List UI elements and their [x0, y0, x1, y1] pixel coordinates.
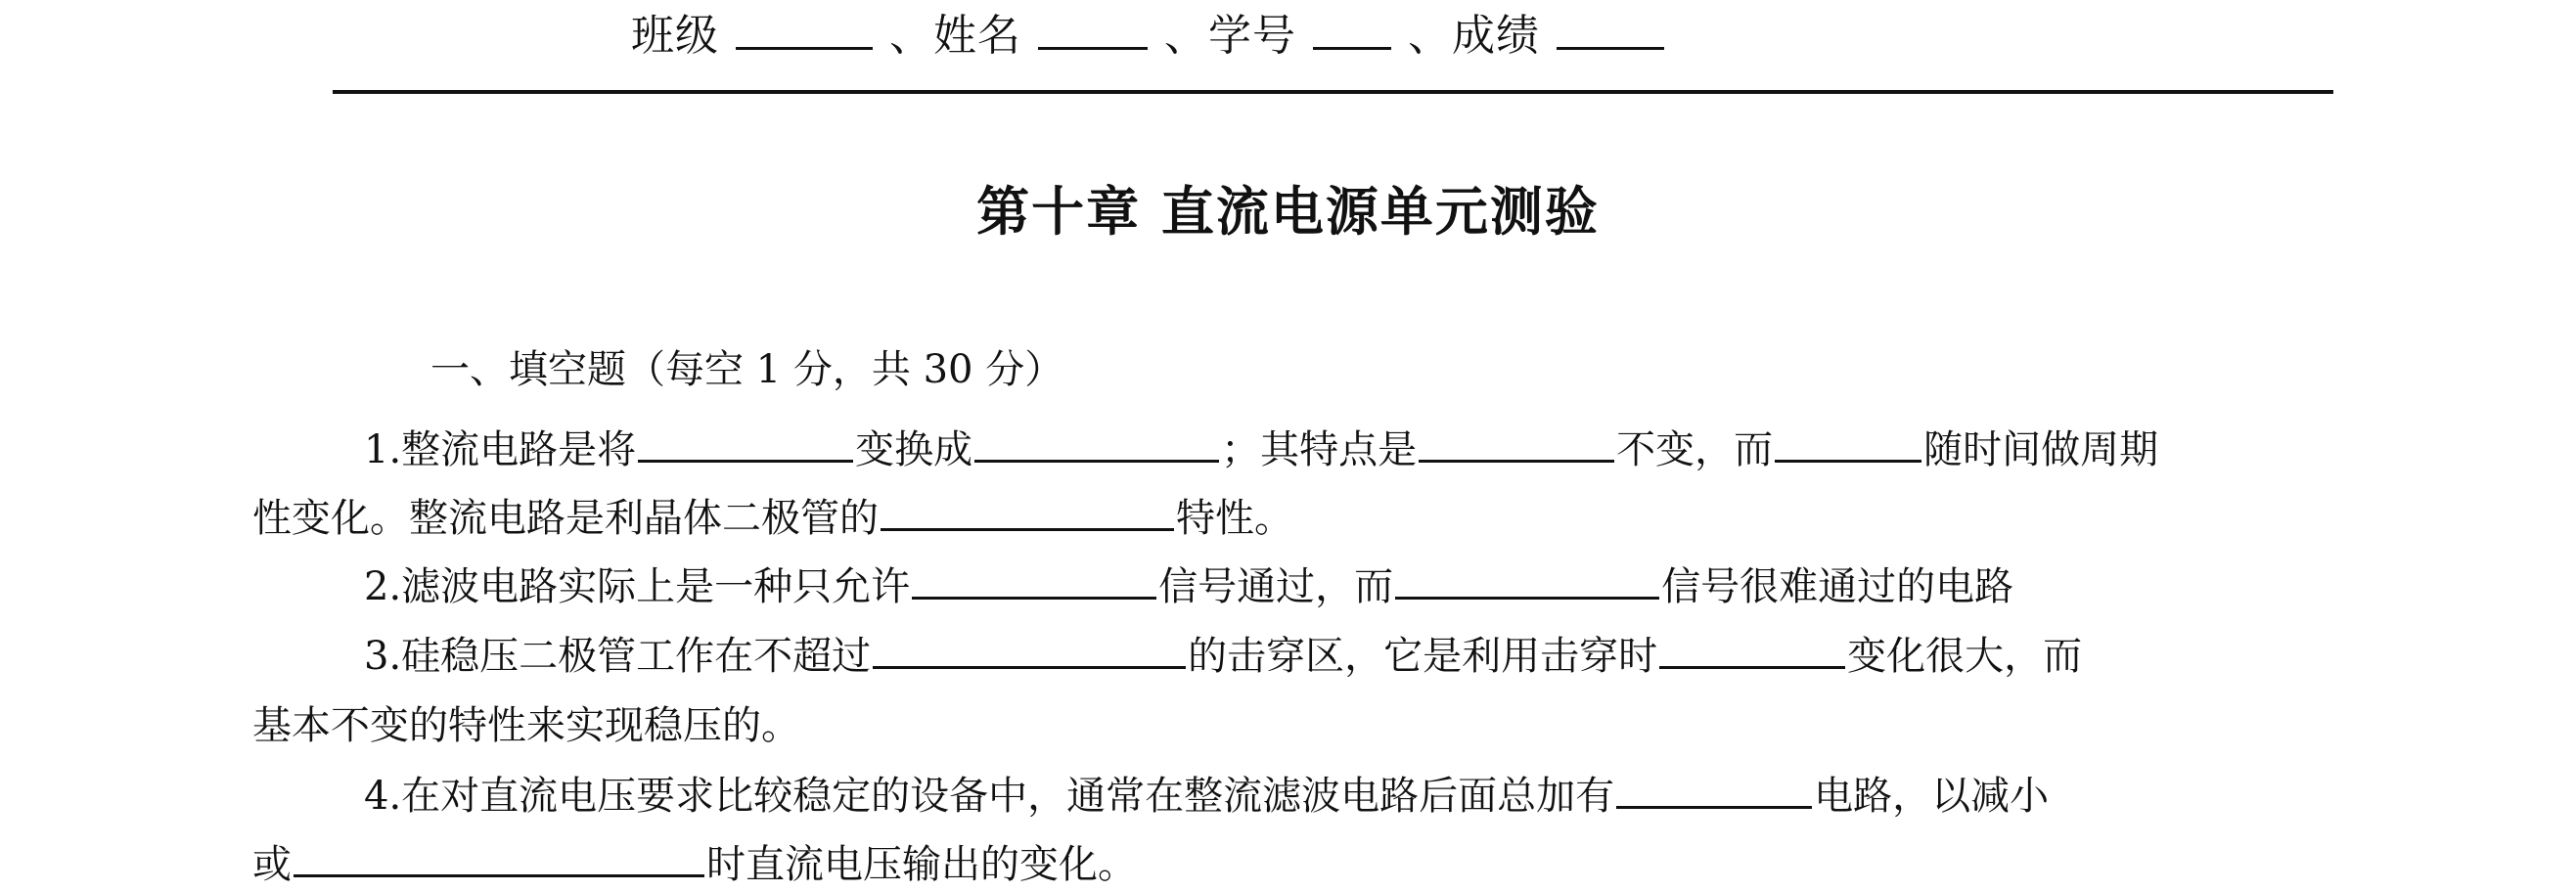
question-text: 的击穿区，它是利用击穿时 — [1188, 634, 1658, 679]
question-text: 随时间做周期 — [1923, 427, 2159, 472]
question-text: ；其特点是 — [1221, 427, 1418, 472]
name-label: 、姓名 — [889, 11, 1021, 61]
question-text: 时直流电压输出的变化。 — [706, 842, 1137, 887]
answer-blank[interactable] — [1395, 559, 1659, 600]
question-text: 不变，而 — [1616, 427, 1774, 472]
answer-blank[interactable] — [1419, 423, 1614, 463]
question-text: 性变化。整流电路是利晶体二极管的 — [252, 496, 879, 541]
question-4-line-2 — [252, 837, 1137, 892]
question-4-line-1 — [364, 769, 2049, 824]
question-text: 2.滤波电路实际上是一种只允许 — [364, 564, 911, 609]
student-id-label: 、学号 — [1164, 11, 1296, 61]
page-title: 第十章 直流电源单元测验 — [976, 181, 1600, 243]
answer-blank[interactable] — [974, 423, 1219, 463]
question-1-line-1 — [364, 423, 2158, 477]
question-text: 3.硅稳压二极管工作在不超过 — [364, 634, 872, 679]
question-text: 特性。 — [1176, 496, 1293, 541]
section-heading: 一、填空题（每空 1 分，共 30 分） — [430, 347, 1064, 392]
class-blank[interactable] — [736, 6, 873, 50]
score-blank[interactable] — [1557, 6, 1664, 50]
answer-blank[interactable] — [1659, 629, 1845, 669]
question-text: 变化很大，而 — [1847, 634, 2083, 679]
question-text: 信号通过，而 — [1158, 564, 1394, 609]
answer-blank[interactable] — [881, 491, 1174, 531]
question-text: 基本不变的特性来实现稳压的。 — [252, 703, 800, 748]
score-label: 、成绩 — [1408, 11, 1540, 61]
answer-blank[interactable] — [912, 559, 1156, 600]
question-text: 信号很难通过的电路 — [1661, 564, 2014, 609]
student-id-blank[interactable] — [1313, 6, 1391, 50]
question-text: 或 — [252, 842, 292, 887]
question-text: 电路，以减小 — [1814, 774, 2050, 819]
question-2-line-1 — [364, 559, 2013, 614]
answer-blank[interactable] — [294, 837, 704, 877]
question-text: 1.整流电路是将 — [364, 427, 637, 472]
question-text: 变换成 — [855, 427, 973, 472]
answer-blank[interactable] — [1775, 423, 1921, 463]
name-blank[interactable] — [1038, 6, 1148, 50]
question-text: 4.在对直流电压要求比较稳定的设备中，通常在整流滤波电路后面总加有 — [364, 774, 1615, 819]
class-label: 班级 — [631, 11, 719, 61]
answer-blank[interactable] — [873, 629, 1186, 669]
answer-blank[interactable] — [1616, 769, 1812, 809]
question-3-line-1 — [364, 629, 2082, 684]
answer-blank[interactable] — [638, 423, 853, 463]
question-3-line-2 — [252, 698, 800, 753]
student-info-line — [631, 6, 1666, 64]
header-divider — [333, 90, 2333, 94]
question-1-line-2 — [252, 491, 1293, 546]
